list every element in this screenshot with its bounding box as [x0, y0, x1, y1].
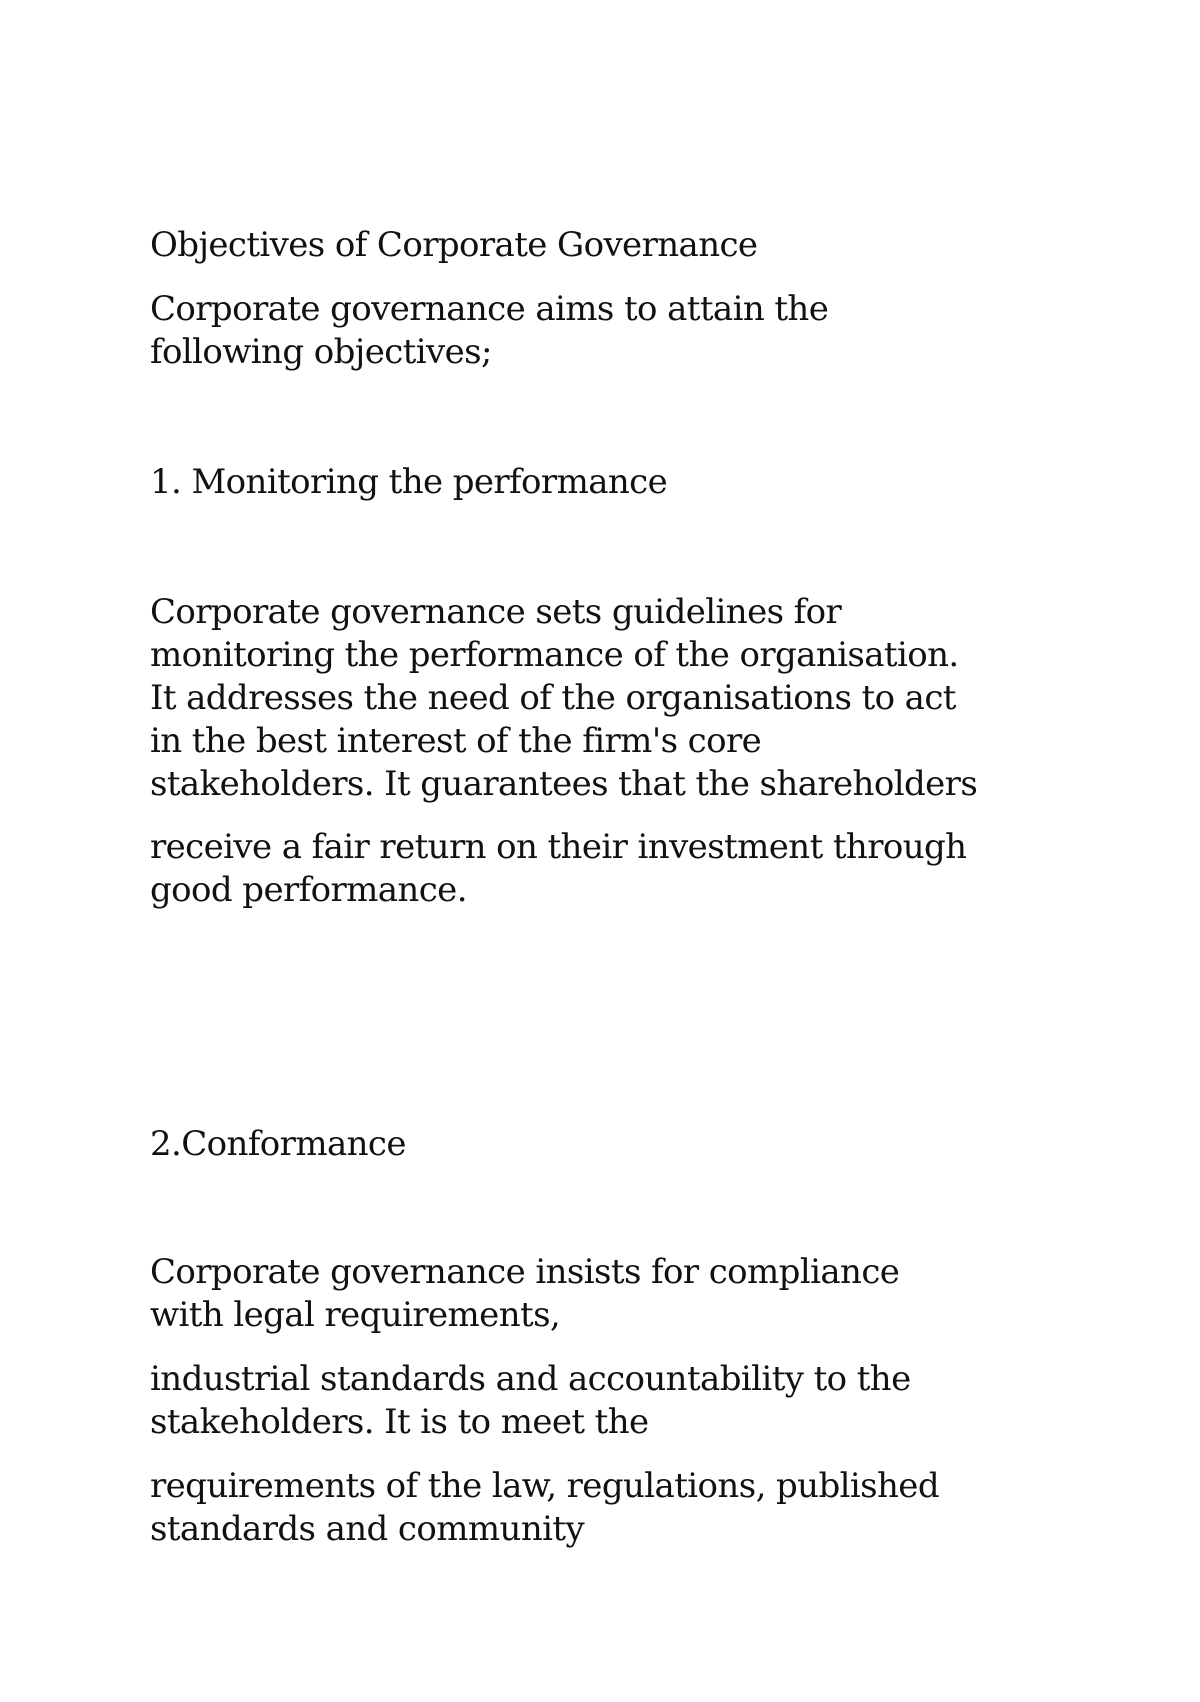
- section-1-paragraph-1-line-1: Corporate governance sets guidelines for: [150, 592, 842, 632]
- section-1-paragraph-1-line-3: It addresses the need of the organisations to act: [150, 678, 956, 718]
- intro-line-1: Corporate governance aims to attain the: [150, 289, 829, 329]
- section-2-paragraph-1-line-1: Corporate governance insists for compliance: [150, 1252, 900, 1292]
- section-1-paragraph-2-line-2: good performance.: [150, 870, 467, 910]
- section-2-paragraph-2-line-2: stakeholders. It is to meet the: [150, 1402, 649, 1442]
- section-1-paragraph-2-line-1: receive a fair return on their investment through: [150, 827, 967, 867]
- document-title: Objectives of Corporate Governance: [150, 225, 758, 265]
- section-1-paragraph-1-line-4: in the best interest of the firm's core: [150, 721, 762, 761]
- section-1-heading: 1. Monitoring the performance: [150, 462, 668, 502]
- section-2-paragraph-3-line-2: standards and community: [150, 1509, 585, 1549]
- section-2-paragraph-3-line-1: requirements of the law, regulations, published: [150, 1466, 939, 1506]
- section-2-paragraph-1-line-2: with legal requirements,: [150, 1295, 561, 1335]
- section-2-heading: 2.Conformance: [150, 1124, 406, 1164]
- section-1-paragraph-1-line-2: monitoring the performance of the organisation.: [150, 635, 959, 675]
- section-1-paragraph-1-line-5: stakeholders. It guarantees that the shareholders: [150, 764, 978, 804]
- intro-line-2: following objectives;: [150, 332, 492, 372]
- section-2-paragraph-2-line-1: industrial standards and accountability to the: [150, 1359, 911, 1399]
